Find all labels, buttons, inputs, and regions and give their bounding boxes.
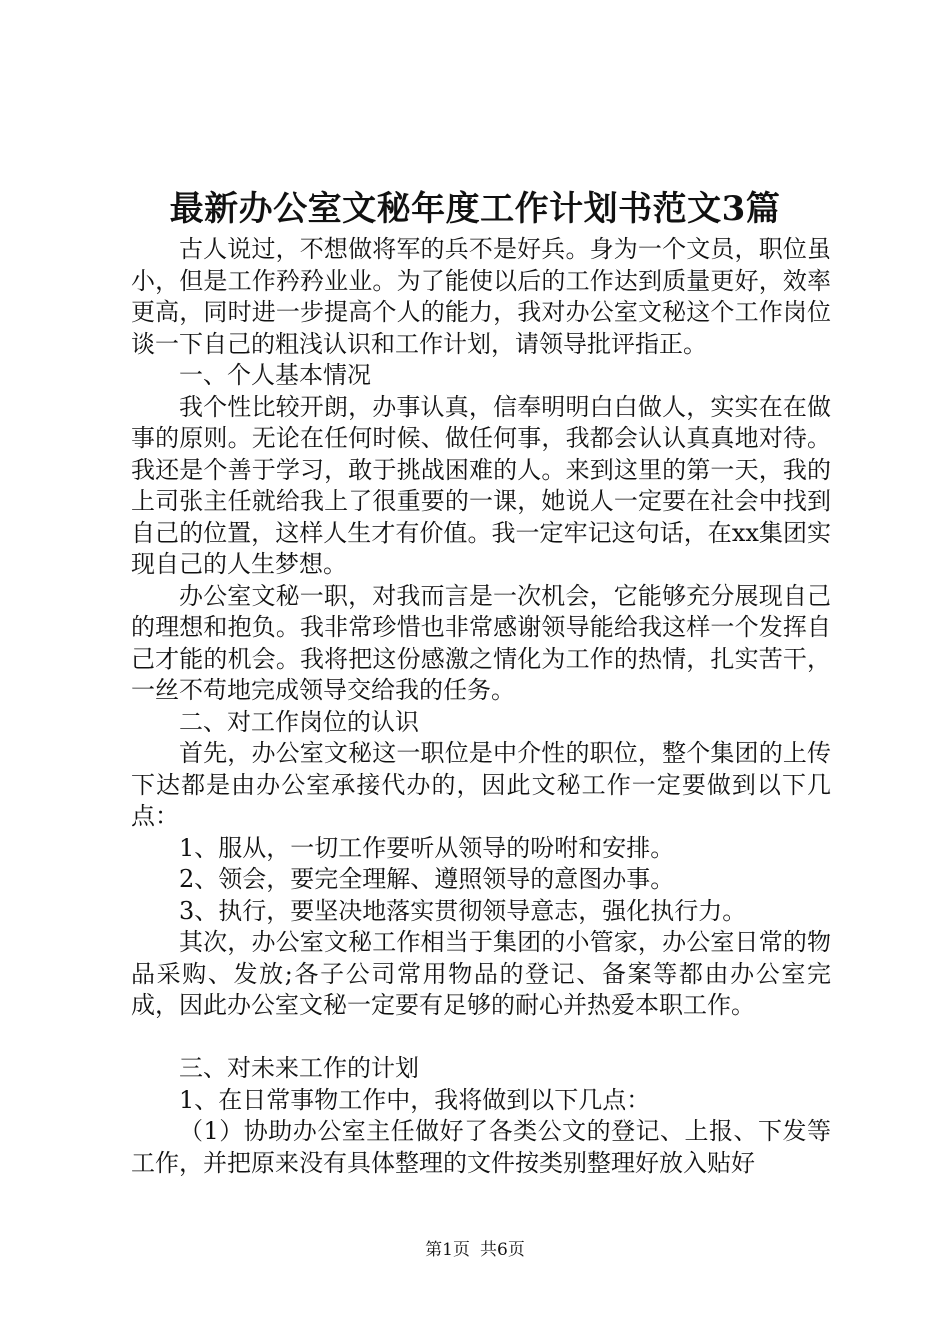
paragraph-plan-1: 1、在日常事物工作中，我将做到以下几点： xyxy=(179,1085,651,1114)
section-heading-2: 二、对工作岗位的认识 xyxy=(179,707,419,736)
paragraph-role-1: 首先，办公室文秘这一职位是中介性的职位，整个集团的上传下达都是由办公室承接代办的，因此文秘工作一定要做到以下几点： xyxy=(131,739,831,830)
paragraph-personal-1: 我个性比较开朗，办事认真，信奉明明白白做人，实实在在做事的原则。无论在任何时候、做任何事，我都会认认真真地对待。我还是个善于学习，敢于挑战困难的人。来到这里的第一天，我的上司张主任就给我上了很重要的一课，她说人一定要在社会中找到自己的位置，这样人生才有价值。我一定牢记这句话，在xx集团实现自己的人生梦想。 xyxy=(131,392,831,578)
intro-paragraph: 古人说过，不想做将军的兵不是好兵。身为一个文员，职位虽小，但是工作矜矜业业。为了能使以后的工作达到质量更好，效率更高，同时进一步提高个人的能力，我对办公室文秘这个工作岗位谈一下自己的粗浅认识和工作计划，请领导批评指正。 xyxy=(131,235,831,358)
blank-line xyxy=(131,1022,831,1054)
section-heading-1: 一、个人基本情况 xyxy=(179,361,371,389)
paragraph-personal-2: 办公室文秘一职，对我而言是一次机会，它能够充分展现自己的理想和抱负。我非常珍惜也非常感谢领导能给我这样一个发挥自己才能的机会。我将把这份感激之情化为工作的热情，扎实苦干，一丝不苟地完成领导交给我的任务。 xyxy=(131,581,831,704)
document-body xyxy=(131,234,831,1179)
list-item-2: 2、领会，要完全理解、遵照领导的意图办事。 xyxy=(179,865,675,893)
paragraph-plan-2: （1）协助办公室主任做好了各类公文的登记、上报、下发等工作，并把原来没有具体整理的文件按类别整理好放入贴好 xyxy=(131,1117,831,1177)
section-heading-3: 三、对未来工作的计划 xyxy=(179,1054,419,1082)
document-title: 最新办公室文秘年度工作计划书范文3篇 xyxy=(169,189,781,229)
list-item-1: 1、服从，一切工作要听从领导的吩咐和安排。 xyxy=(179,833,675,862)
page-number: 第1页 xyxy=(425,1240,470,1260)
page-total: 共6页 xyxy=(480,1240,525,1260)
paragraph-role-2: 其次，办公室文秘工作相当于集团的小管家，办公室日常的物品采购、发放;各子公司常用物品的登记、备案等都由办公室完成，因此办公室文秘一定要有足够的耐心并热爱本职工作。 xyxy=(131,928,831,1019)
list-item-3: 3、执行，要坚决地落实贯彻领导意志，强化执行力。 xyxy=(179,896,747,925)
page-footer xyxy=(0,1238,950,1262)
